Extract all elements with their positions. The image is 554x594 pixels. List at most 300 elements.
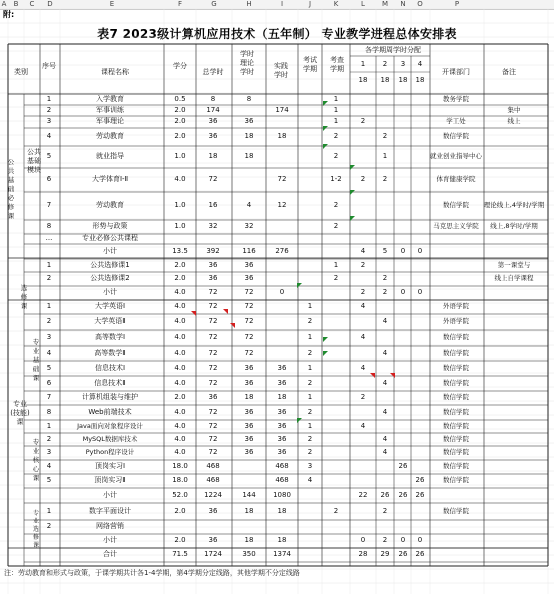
cell-practice: 36: [277, 378, 287, 387]
cell-s1: 4: [360, 246, 366, 255]
cell-seq: 1: [46, 302, 52, 310]
side-pro-elective: 专 业 选 修 课: [32, 510, 39, 549]
cell-practice: 36: [277, 407, 287, 416]
cell-credit: 1.0: [174, 222, 186, 230]
cell-credit: 1.0: [174, 152, 186, 160]
cell-name: 入学教育: [96, 94, 124, 103]
cell-total: 36: [208, 117, 218, 125]
cell-total: 8: [210, 94, 216, 103]
cell-name: 计算机组装与维护: [82, 393, 138, 401]
cell-theory: 36: [244, 260, 254, 269]
cell-s3: 0: [400, 288, 406, 296]
cell-dept: 数信学院: [443, 462, 469, 470]
cell-s4: 0: [417, 536, 423, 544]
cell-credit: 4.0: [174, 348, 186, 357]
cell-total: 72: [208, 407, 218, 416]
cell-check: 2: [333, 222, 339, 230]
column-letter-c: C: [29, 0, 35, 8]
cell-s4: 26: [415, 476, 425, 484]
cell-name: 就业指导: [96, 152, 124, 160]
cell-seq: 2: [46, 274, 52, 282]
comment-marker: [350, 190, 355, 195]
cell-credit: 2.0: [174, 506, 186, 515]
cell-total: 72: [208, 348, 218, 357]
cell-credit: 4.0: [174, 302, 186, 310]
cell-remark: 线上自学课程: [494, 274, 534, 282]
cell-check: 1: [333, 105, 339, 114]
cell-theory: 36: [244, 434, 254, 443]
cell-practice: 18: [277, 132, 287, 140]
cell-s1: 0: [360, 536, 366, 544]
cell-total: 36: [208, 536, 218, 544]
cell-practice: 18: [277, 506, 287, 515]
cell-exam: 1: [307, 333, 313, 341]
header-theory: 学时 理论 学时: [240, 50, 254, 76]
cell-check: 2: [333, 201, 339, 209]
cell-name: 小计: [103, 536, 117, 544]
header-semester-3: 3: [400, 60, 406, 68]
cell-name: 劳动教育: [96, 132, 124, 140]
cell-s2: 2: [382, 506, 388, 515]
cell-remark: 线上,8学时/学期: [490, 222, 538, 230]
cell-credit: 71.5: [172, 550, 188, 558]
cell-check: 2: [333, 274, 339, 282]
header-check: 考查 学期: [330, 56, 344, 73]
cell-theory: 32: [244, 222, 254, 230]
cell-dept: 数信学院: [443, 434, 469, 443]
cell-exam: 2: [307, 348, 313, 357]
cell-dept: 数信学院: [443, 363, 469, 372]
header-semester-weeks-2: 18: [380, 76, 390, 84]
cell-s2: 2: [382, 288, 388, 296]
cell-practice: 36: [277, 448, 287, 456]
cell-seq: 4: [46, 132, 52, 140]
cell-name: 数字平面设计: [89, 506, 131, 515]
header-semester-4: 4: [417, 60, 423, 68]
cell-name: 顶岗实习Ⅱ: [94, 476, 126, 484]
cell-s2: 2: [382, 132, 388, 140]
cell-exam: 2: [307, 434, 313, 443]
cell-dept: 体育健康学院: [436, 175, 476, 183]
header-weekly: 各学期周学时分配: [365, 46, 421, 54]
cell-credit: 4.0: [174, 333, 186, 341]
cell-name: 高等数学Ⅱ: [94, 348, 126, 357]
cell-theory: 18: [244, 132, 254, 140]
cell-exam: 1: [307, 393, 313, 401]
cell-name: 形势与政策: [92, 222, 128, 230]
cell-name: 信息技术Ⅰ: [94, 363, 126, 372]
cell-theory: 18: [244, 393, 254, 401]
cell-name: 大学英语Ⅱ: [94, 317, 126, 325]
cell-s2: 2: [382, 175, 388, 183]
cell-practice: 1080: [273, 490, 291, 499]
cell-name: 劳动教育: [96, 201, 124, 209]
cell-dept: 数信学院: [443, 407, 469, 416]
cell-check: 1: [333, 94, 339, 103]
cell-credit: 18.0: [172, 476, 188, 484]
cell-credit: 4.0: [174, 407, 186, 416]
cell-total: 468: [206, 462, 220, 470]
cell-remark: 线上: [507, 117, 521, 125]
cell-practice: 36: [277, 363, 287, 372]
cell-dept: 数信学院: [443, 506, 469, 515]
cell-theory: 72: [244, 348, 254, 357]
cell-practice: 1374: [273, 550, 291, 558]
cell-name: MySQL数据库技术: [82, 434, 138, 443]
cell-s2: 29: [380, 550, 390, 558]
side-professional-module: 专业 (技能) 课: [10, 400, 30, 426]
cell-credit: 2.0: [174, 105, 186, 114]
cell-s3: 26: [398, 462, 408, 470]
header-remark: 备注: [502, 68, 516, 76]
cell-theory: 72: [244, 317, 254, 325]
cell-s2: 26: [380, 490, 390, 499]
cell-total: 36: [208, 393, 218, 401]
cell-exam: 2: [307, 448, 313, 456]
cell-theory: 116: [242, 246, 256, 255]
comment-marker: [370, 373, 375, 378]
comment-marker: [297, 418, 302, 423]
cell-dept: 数信学院: [443, 201, 469, 209]
header-dept: 开课部门: [442, 68, 470, 76]
cell-practice: 174: [275, 105, 289, 114]
cell-practice: 468: [275, 476, 289, 484]
column-letter-g: G: [211, 0, 217, 8]
column-letter-d: D: [47, 0, 53, 8]
cell-seq: 6: [46, 175, 52, 183]
cell-name: 信息技术Ⅱ: [94, 378, 126, 387]
cell-practice: 0: [279, 288, 285, 296]
column-letter-i: I: [280, 0, 284, 8]
column-letter-n: N: [400, 0, 406, 8]
cell-name: 军事训练: [96, 105, 124, 114]
cell-s4: 0: [417, 246, 423, 255]
cell-total: 1724: [204, 550, 222, 558]
cell-s1: 4: [360, 421, 366, 430]
cell-exam: 2: [307, 378, 313, 387]
cell-name: 顶岗实习Ⅰ: [94, 462, 126, 470]
cell-total: 72: [208, 448, 218, 456]
cell-name: 军事理论: [96, 117, 124, 125]
cell-credit: 0.5: [174, 94, 186, 103]
header-category: 类别: [14, 68, 28, 76]
cell-credit: 2.0: [174, 536, 186, 544]
table-title: 表7 2023级计算机应用技术（五年制） 专业教学进程总体安排表: [97, 27, 457, 41]
cell-s3: 26: [398, 550, 408, 558]
cell-practice: 18: [277, 393, 287, 401]
column-letter-o: O: [417, 0, 423, 8]
cell-name: 小计: [103, 288, 117, 296]
cell-name: Java面向对象程序设计: [77, 421, 143, 430]
cell-seq: 5: [46, 476, 52, 484]
cell-credit: 4.0: [174, 317, 186, 325]
cell-theory: 350: [242, 550, 256, 558]
cell-exam: 4: [307, 476, 313, 484]
cell-total: 174: [206, 105, 220, 114]
cell-s1: 2: [360, 175, 366, 183]
cell-theory: 4: [246, 201, 252, 209]
cell-check: 2: [333, 152, 339, 160]
side-elective: 选 修 课: [20, 284, 28, 310]
cell-seq: 2: [46, 522, 52, 530]
cell-seq: 2: [46, 317, 52, 325]
cell-name: 小计: [103, 490, 117, 499]
cell-name: 大学体育Ⅰ-Ⅱ: [91, 175, 129, 183]
cell-theory: 36: [244, 274, 254, 282]
cell-seq: 3: [46, 333, 52, 341]
cell-s2: 4: [382, 434, 388, 443]
cell-total: 36: [208, 274, 218, 282]
cell-seq: 6: [46, 378, 52, 387]
cell-seq: ...: [45, 234, 53, 242]
cell-credit: 1.0: [174, 201, 186, 209]
cell-s3: 0: [400, 536, 406, 544]
cell-exam: 2: [307, 407, 313, 416]
cell-dept: 外语学院: [443, 302, 469, 310]
cell-dept: 数信学院: [443, 448, 469, 456]
cell-practice: 12: [277, 201, 287, 209]
cell-total: 72: [208, 421, 218, 430]
cell-seq: 4: [46, 348, 52, 357]
cell-s3: 0: [400, 246, 406, 255]
header-total: 总学时: [202, 68, 224, 76]
cell-total: 72: [208, 288, 218, 296]
cell-name: 大学英语Ⅰ: [94, 302, 126, 310]
cell-theory: 36: [244, 363, 254, 372]
cell-dept: 教务学院: [443, 94, 469, 103]
cell-total: 16: [208, 201, 218, 209]
table-footnote: 注：劳动教育和形式与政策，于课学期共计各1-4学期，第4学期分定线路，其他学期不分定线路: [4, 569, 300, 577]
cell-total: 36: [208, 132, 218, 140]
cell-credit: 4.0: [174, 421, 186, 430]
cell-total: 72: [208, 378, 218, 387]
cell-credit: 52.0: [172, 490, 188, 499]
cell-seq: 1: [46, 421, 52, 430]
cell-credit: 4.0: [174, 448, 186, 456]
cell-seq: 2: [46, 434, 52, 443]
cell-seq: 1: [46, 260, 52, 269]
column-letter-e: E: [109, 0, 115, 8]
cell-exam: 1: [307, 421, 313, 430]
comment-marker: [323, 126, 328, 131]
column-letter-h: H: [246, 0, 252, 8]
column-letter-j: J: [308, 0, 312, 8]
cell-s1: 2: [360, 288, 366, 296]
cell-seq: 2: [46, 105, 52, 114]
cell-exam: 1: [307, 302, 313, 310]
column-letter-a: A: [1, 0, 7, 8]
cell-theory: 36: [244, 407, 254, 416]
cell-total: 72: [208, 363, 218, 372]
cell-dept: 就业创业指导中心: [430, 152, 482, 160]
cell-s2: 1: [382, 152, 388, 160]
cell-check: 2: [333, 132, 339, 140]
cell-practice: 468: [275, 462, 289, 470]
header-semester-weeks-3: 18: [398, 76, 408, 84]
header-exam: 考试 学期: [303, 56, 317, 73]
header-semester-2: 2: [382, 60, 388, 68]
cell-total: 36: [208, 506, 218, 515]
comment-marker: [230, 323, 235, 328]
header-practice: 实践 学时: [274, 62, 288, 79]
cell-total: 72: [208, 333, 218, 341]
cell-name: 公共选修课2: [90, 274, 130, 282]
header-semester-1: 1: [360, 60, 366, 68]
cell-practice: 18: [277, 536, 287, 544]
cell-theory: 72: [244, 288, 254, 296]
cell-theory: 36: [244, 378, 254, 387]
comment-marker: [323, 351, 328, 356]
column-letter-k: K: [333, 0, 339, 8]
cell-seq: 1: [46, 94, 52, 103]
cell-check: 1-2: [330, 175, 342, 183]
cell-check: 2: [333, 506, 339, 515]
cell-dept: 外语学院: [443, 317, 469, 325]
cell-theory: 36: [244, 448, 254, 456]
comment-marker: [350, 216, 355, 221]
cell-dept: 数信学院: [443, 348, 469, 357]
cell-dept: 数信学院: [443, 393, 469, 401]
header-course: 课程名称: [101, 68, 129, 76]
cell-s2: 2: [382, 274, 388, 282]
cell-name: 网络营销: [96, 522, 124, 530]
cell-credit: 4.0: [174, 363, 186, 372]
cell-name: 合计: [103, 550, 117, 558]
column-letter-m: M: [381, 0, 389, 8]
side-public-required: 公 共 基 础 必 修 课: [7, 158, 15, 220]
comment-marker: [323, 337, 328, 342]
cell-practice: 36: [277, 434, 287, 443]
cell-s1: 4: [360, 333, 366, 341]
cell-exam: 1: [307, 363, 313, 372]
cell-total: 72: [208, 434, 218, 443]
cell-seq: 5: [46, 363, 52, 372]
cell-name: 小计: [103, 246, 117, 255]
cell-credit: 4.0: [174, 434, 186, 443]
cell-seq: 7: [46, 201, 52, 209]
cell-total: 72: [208, 317, 218, 325]
cell-total: 1224: [204, 490, 222, 499]
cell-theory: 8: [246, 94, 252, 103]
cell-theory: 36: [244, 421, 254, 430]
cell-dept: 数信学院: [443, 132, 469, 140]
cell-practice: 36: [277, 421, 287, 430]
cell-total: 72: [208, 302, 218, 310]
cell-theory: 18: [244, 506, 254, 515]
comment-marker: [350, 165, 355, 170]
cell-s1: 2: [360, 117, 366, 125]
cell-check: 1: [333, 117, 339, 125]
cell-seq: 7: [46, 393, 52, 401]
cell-total: 72: [208, 175, 218, 183]
comment-marker: [191, 311, 196, 316]
cell-practice: 72: [277, 175, 287, 183]
cell-s2: 5: [382, 246, 388, 255]
cell-credit: 2.0: [174, 260, 186, 269]
column-letter-f: F: [177, 0, 183, 8]
cell-remark: 集中: [507, 105, 521, 114]
comment-marker: [323, 101, 328, 106]
cell-s1: 2: [360, 260, 366, 269]
cell-seq: 1: [46, 506, 52, 515]
header-seq: 序号: [42, 62, 56, 70]
cell-name: 专业必修公共课程: [82, 234, 138, 242]
cell-seq: 3: [46, 448, 52, 456]
cell-seq: 4: [46, 462, 52, 470]
cell-remark: 第一课堂与: [497, 260, 531, 269]
header-semester-weeks-4: 18: [415, 76, 425, 84]
cell-name: Python程序设计: [85, 448, 135, 456]
cell-seq: 8: [46, 407, 52, 416]
header-credit: 学分: [173, 62, 187, 70]
cell-practice: 276: [275, 246, 289, 255]
cell-s2: 4: [382, 407, 388, 416]
cell-remark: 理论线上,4学时/学期: [483, 201, 545, 209]
cell-s2: 2: [382, 536, 388, 544]
cell-credit: 18.0: [172, 462, 188, 470]
cell-check: 1: [333, 260, 339, 269]
cell-credit: 4.0: [174, 378, 186, 387]
cell-dept: 数信学院: [443, 476, 469, 484]
cell-s2: 4: [382, 378, 388, 387]
cell-seq: 3: [46, 117, 52, 125]
cell-total: 468: [206, 476, 220, 484]
cell-s2: 4: [382, 448, 388, 456]
cell-s1: 4: [360, 302, 366, 310]
cell-dept: 数信学院: [443, 378, 469, 387]
cell-s1: 22: [358, 490, 368, 499]
cell-exam: 2: [307, 317, 313, 325]
cell-s3: 26: [398, 490, 408, 499]
cell-s2: 4: [382, 317, 388, 325]
comment-marker: [223, 309, 228, 314]
side-pro-basic: 专 业 基 础 课: [32, 338, 40, 382]
cell-total: 392: [206, 246, 220, 255]
cell-theory: 144: [242, 490, 256, 499]
cell-credit: 4.0: [174, 288, 186, 296]
cell-dept: 马克思主义学院: [433, 222, 479, 230]
attachment-label: 附:: [3, 10, 15, 19]
cell-credit: 2.0: [174, 117, 186, 125]
cell-s4: 0: [417, 288, 423, 296]
cell-s4: 26: [415, 490, 425, 499]
side-pro-core: 专 业 核 心 课: [32, 438, 40, 482]
comment-marker: [390, 373, 395, 378]
cell-s2: 4: [382, 348, 388, 357]
cell-total: 18: [208, 152, 218, 160]
cell-dept: 学工处: [446, 117, 466, 125]
cell-total: 32: [208, 222, 218, 230]
cell-exam: 3: [307, 462, 313, 470]
header-semester-weeks-1: 18: [358, 76, 368, 84]
cell-theory: 18: [244, 536, 254, 544]
cell-s1: 4: [360, 363, 366, 372]
cell-theory: 36: [244, 117, 254, 125]
cell-seq: 8: [46, 222, 52, 230]
cell-dept: 数信学院: [443, 421, 469, 430]
column-letter-p: P: [454, 0, 460, 8]
cell-s1: 2: [360, 393, 366, 401]
cell-seq: 5: [46, 152, 52, 160]
side-public-module: 公共 基础 模块: [27, 148, 41, 174]
column-letter-l: L: [361, 0, 365, 8]
cell-credit: 2.0: [174, 274, 186, 282]
cell-s1: 28: [358, 550, 368, 558]
cell-name: 高等数学Ⅰ: [94, 333, 126, 341]
cell-theory: 18: [244, 152, 254, 160]
column-letter-b: B: [13, 0, 19, 8]
comment-marker: [297, 283, 302, 288]
